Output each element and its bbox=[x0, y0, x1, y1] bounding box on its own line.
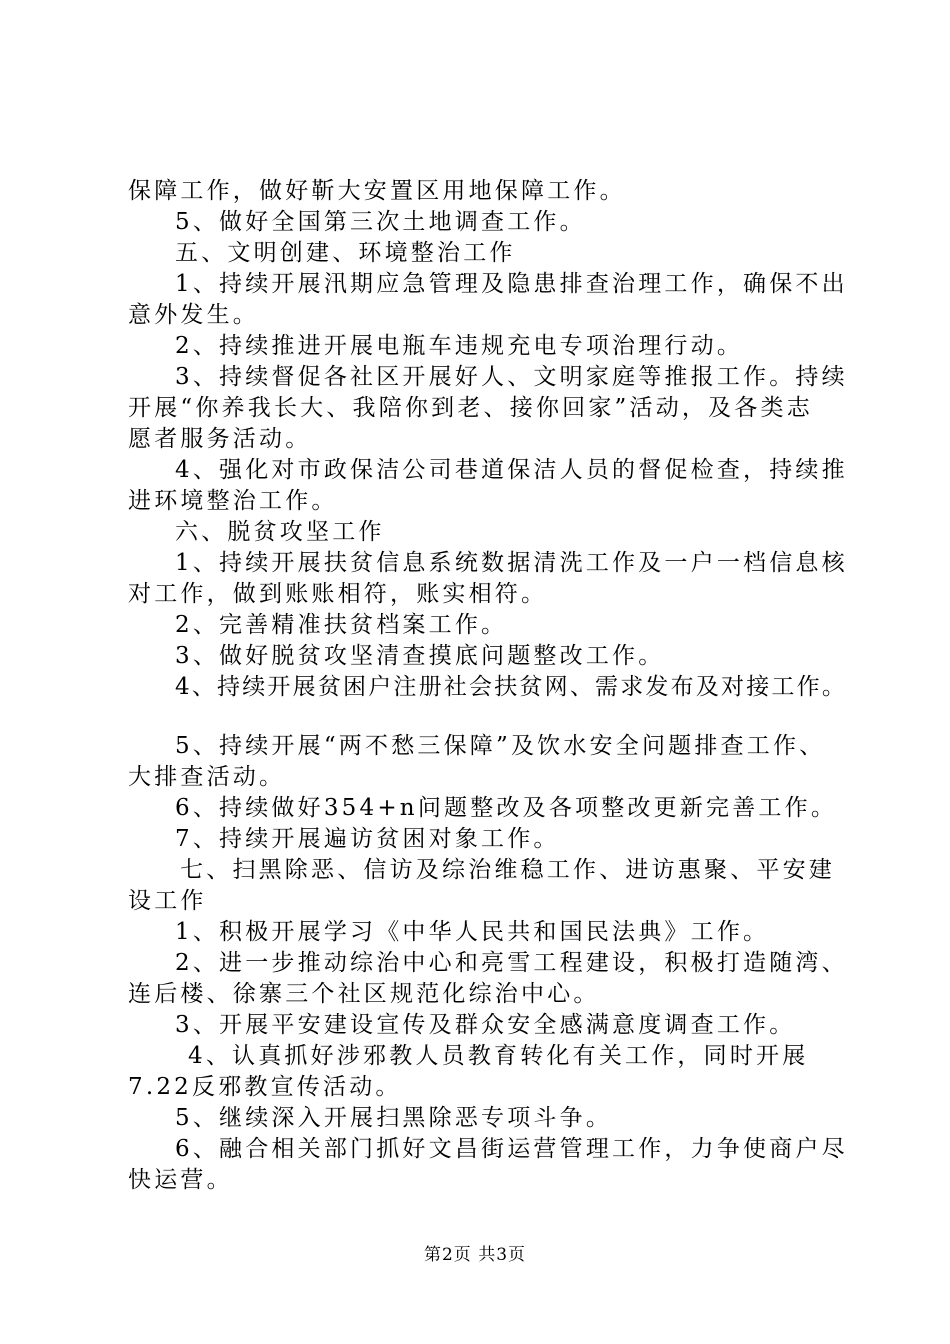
text-line: 大排查活动。 bbox=[128, 764, 286, 790]
text-line: 3、持续督促各社区开展好人、文明家庭等推报工作。持续 bbox=[175, 364, 848, 390]
section-heading: 七、扫黑除恶、信访及综治维稳工作、进访惠聚、平安建 bbox=[180, 857, 835, 883]
text-line: 3、做好脱贫攻坚清查摸底问题整改工作。 bbox=[175, 643, 665, 669]
text-line: 4、强化对市政保洁公司巷道保洁人员的督促检查，持续推 bbox=[175, 457, 848, 483]
text-line: 4、持续开展贫困户注册社会扶贫网、需求发布及对接工作。 bbox=[175, 674, 848, 700]
text-line: 进环境整治工作。 bbox=[128, 488, 338, 514]
text-line: 5、持续开展“两不愁三保障”及饮水安全问题排查工作、 bbox=[175, 733, 826, 759]
text-line: 6、持续做好354+n问题整改及各项整改更新完善工作。 bbox=[175, 795, 838, 821]
text-line: 1、积极开展学习《中华人民共和国民法典》工作。 bbox=[175, 919, 770, 945]
text-line: 2、完善精准扶贫档案工作。 bbox=[175, 612, 508, 638]
section-heading: 六、脱贫攻坚工作 bbox=[175, 519, 385, 545]
text-line: 3、开展平安建设宣传及群众安全感满意度调查工作。 bbox=[175, 1012, 796, 1038]
text-line: 对工作，做到账账相符，账实相符。 bbox=[128, 581, 548, 607]
text-line: 7、持续开展遍访贫困对象工作。 bbox=[175, 826, 560, 852]
text-line: 1、持续开展扶贫信息系统数据清洗工作及一户一档信息核 bbox=[175, 550, 848, 576]
text-line: 2、进一步推动综治中心和亮雪工程建设，积极打造随湾、 bbox=[175, 950, 848, 976]
text-line: 连后楼、徐寨三个社区规范化综治中心。 bbox=[128, 981, 600, 1007]
text-line: 意外发生。 bbox=[128, 302, 259, 328]
text-line: 5、继续深入开展扫黑除恶专项斗争。 bbox=[175, 1105, 613, 1131]
text-line: 开展“你养我长大、我陪你到老、接你回家”活动，及各类志 bbox=[128, 395, 813, 421]
text-line: 愿者服务活动。 bbox=[128, 426, 312, 452]
text-line: 快运营。 bbox=[128, 1167, 233, 1193]
section-heading: 设工作 bbox=[128, 888, 207, 914]
section-heading: 五、文明创建、环境整治工作 bbox=[175, 240, 516, 266]
text-line: 5、做好全国第三次土地调查工作。 bbox=[175, 209, 586, 235]
text-line: 保障工作，做好靳大安置区用地保障工作。 bbox=[128, 178, 626, 204]
text-line: 1、持续开展汛期应急管理及隐患排查治理工作，确保不出 bbox=[175, 271, 848, 297]
text-line: 7.22反邪教宣传活动。 bbox=[128, 1074, 402, 1100]
text-line: 2、持续推进开展电瓶车违规充电专项治理行动。 bbox=[175, 333, 744, 359]
page-number-footer: 第2页 共3页 bbox=[423, 1245, 527, 1265]
text-line: 6、融合相关部门抓好文昌街运营管理工作，力争使商户尽 bbox=[175, 1136, 848, 1162]
text-line: 4、认真抓好涉邪教人员教育转化有关工作，同时开展 bbox=[188, 1043, 809, 1069]
